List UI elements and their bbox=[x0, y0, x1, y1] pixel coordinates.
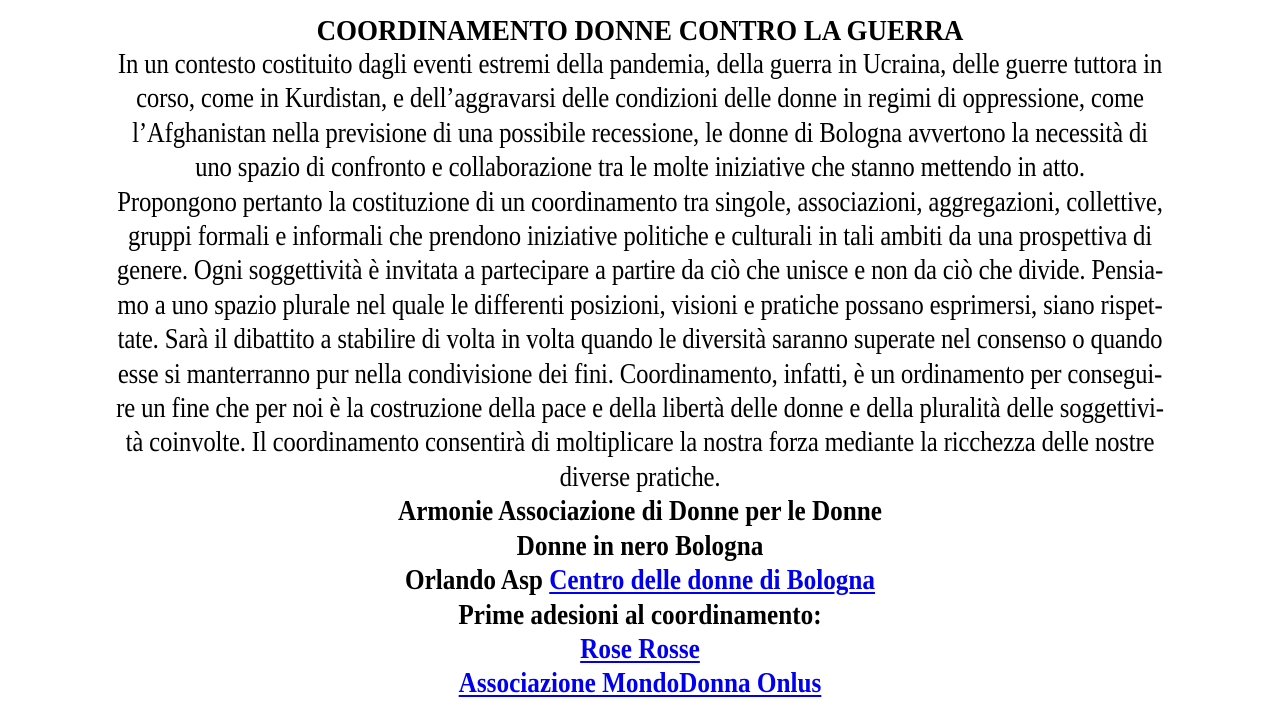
signatory-donne-in-nero: Donne in nero Bologna bbox=[516, 530, 764, 562]
page-title: COORDINAMENTO DONNE CONTRO LA GUERRA bbox=[316, 15, 964, 47]
body-line: In un contesto costituito dagli eventi estremi della pandemia, della guerra in Ucraina, delle guerre tuttora in bbox=[117, 49, 1163, 80]
body-line: corso, come in Kurdistan, e dell’aggravarsi delle condizioni delle donne in regimi di oppressione, come bbox=[136, 83, 1144, 115]
body-line: re un fine che per noi è la costruzione della pace e della libertà delle donne e della pluralità delle soggettivi- bbox=[116, 393, 1164, 425]
centro-donne-link[interactable]: Centro delle donne di Bologna bbox=[549, 565, 876, 597]
body-line: genere. Ogni soggettività è invitata a partecipare a partire da ciò che unisce e non da ciò che divide. Pensia- bbox=[116, 255, 1164, 287]
signatory-orlando-label: Orlando Asp bbox=[404, 565, 543, 597]
signatories bbox=[14, 495, 1266, 598]
body-line: Propongono pertanto la costituzione di un coordinamento tra singole, associazioni, aggregazioni, collettive, bbox=[117, 186, 1163, 218]
body-line: tà coinvolte. Il coordinamento consentirà di moltiplicare la nostra forza mediante la ricchezza delle nostre bbox=[125, 427, 1155, 459]
body-line: gruppi formali e informali che prendono iniziative politiche e culturali in tali ambiti da una prospettiva di bbox=[128, 221, 1152, 253]
body-line: mo a uno spazio plurale nel quale le differenti posizioni, visioni e pratiche possano esprimersi, siano rispet- bbox=[117, 289, 1163, 321]
rose-rosse-link[interactable]: Rose Rosse bbox=[580, 633, 700, 665]
body-line: esse si manterranno pur nella condivisione dei fini. Coordinamento, infatti, è un ordinamento per consegui- bbox=[117, 358, 1163, 390]
body-line: tate. Sarà il dibattito a stabilire di volta in volta quando le diversità saranno superate nel consenso o quando bbox=[117, 324, 1163, 356]
body-line: diverse pratiche. bbox=[559, 461, 721, 493]
adhesion-item bbox=[77, 633, 1204, 667]
body-line: uno spazio di confronto e collaborazione tra le molte iniziative che stanno mettendo in atto. bbox=[195, 152, 1085, 184]
adhesions-heading: Prime adesioni al coordinamento: bbox=[458, 599, 822, 631]
signatory-orlando bbox=[77, 564, 1204, 598]
mondodonna-link[interactable]: Associazione MondoDonna Onlus bbox=[458, 668, 822, 700]
adhesions bbox=[14, 599, 1266, 702]
signatory-armonie: Armonie Associazione di Donne per le Donne bbox=[398, 496, 882, 528]
body-text bbox=[14, 48, 1266, 495]
body-line: l’Afghanistan nella previsione di una possibile recessione, le donne di Bologna avvertono la necessità di bbox=[132, 117, 1148, 149]
adhesion-item bbox=[77, 667, 1204, 701]
